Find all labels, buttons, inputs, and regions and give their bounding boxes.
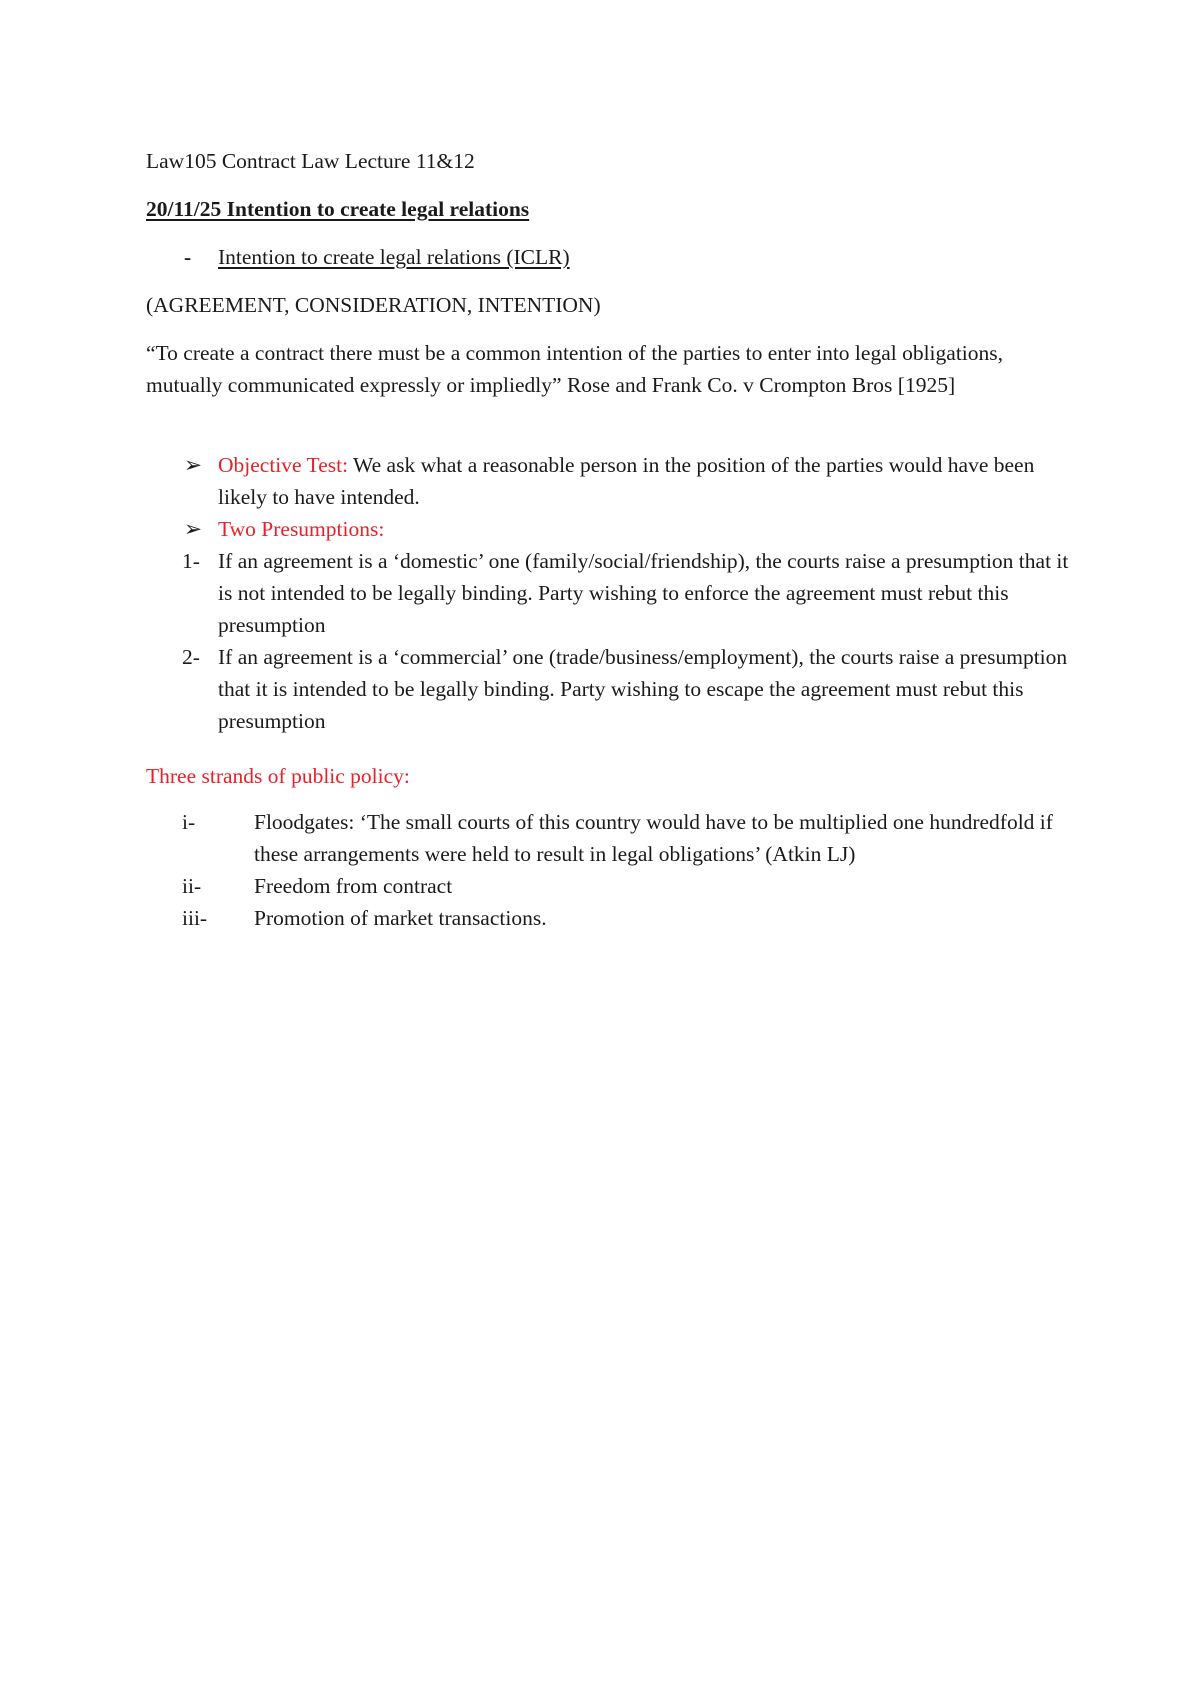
- roman-item-text: Freedom from contract: [254, 874, 453, 898]
- number-marker: 2-: [182, 645, 200, 669]
- numbered-item-text: If an agreement is a ‘domestic’ one (family/social/friendship), the courts raise a presumption that it is not intended to be legally binding. Party wishing to enforce the agreement must rebut this presumption: [218, 549, 1069, 637]
- case-quote: “To create a contract there must be a common intention of the parties to enter into legal obligations, mutually communicated expressly or impliedly” Rose and Frank Co. v Crompton Bros [1925]: [146, 341, 1004, 397]
- dash-marker: -: [184, 245, 192, 269]
- roman-marker: ii-: [182, 874, 202, 898]
- roman-list: [146, 806, 1076, 934]
- arrow-bullet-icon: ➢: [184, 453, 203, 477]
- list-item: [146, 449, 1076, 513]
- document-title: Law105 Contract Law Lecture 11&12: [146, 149, 475, 173]
- roman-marker: iii-: [182, 906, 208, 930]
- roman-item: [146, 902, 1076, 934]
- numbered-item: [146, 641, 1076, 737]
- numbered-item-text: If an agreement is a ‘commercial’ one (trade/business/employment), the courts raise a presumption that it is intended to be legally binding. Party wishing to escape the agreement must rebut this presumption: [218, 645, 1068, 733]
- roman-item: [146, 870, 1076, 902]
- bullet-list: [146, 449, 1076, 737]
- policy-heading: Three strands of public policy:: [146, 764, 410, 788]
- roman-item-text: Promotion of market transactions.: [254, 906, 547, 930]
- bullet-text: We ask what a reasonable person in the position of the parties would have been likely to have intended.: [218, 453, 1035, 509]
- number-marker: 1-: [182, 549, 200, 573]
- dash-item-text: Intention to create legal relations (ICLR): [218, 245, 570, 269]
- section-heading: 20/11/25 Intention to create legal relations: [146, 197, 530, 221]
- arrow-bullet-icon: ➢: [184, 517, 203, 541]
- elements-line: (AGREEMENT, CONSIDERATION, INTENTION): [146, 293, 601, 317]
- roman-item: [146, 806, 1076, 870]
- roman-marker: i-: [182, 810, 196, 834]
- bullet-label: Objective Test:: [218, 453, 349, 477]
- roman-item-text: Floodgates: ‘The small courts of this country would have to be multiplied one hundredfold if these arrangements were held to result in legal obligations’ (Atkin LJ): [254, 810, 1053, 866]
- bullet-label: Two Presumptions:: [218, 517, 385, 541]
- numbered-item: [146, 545, 1076, 641]
- list-item: [146, 513, 1076, 545]
